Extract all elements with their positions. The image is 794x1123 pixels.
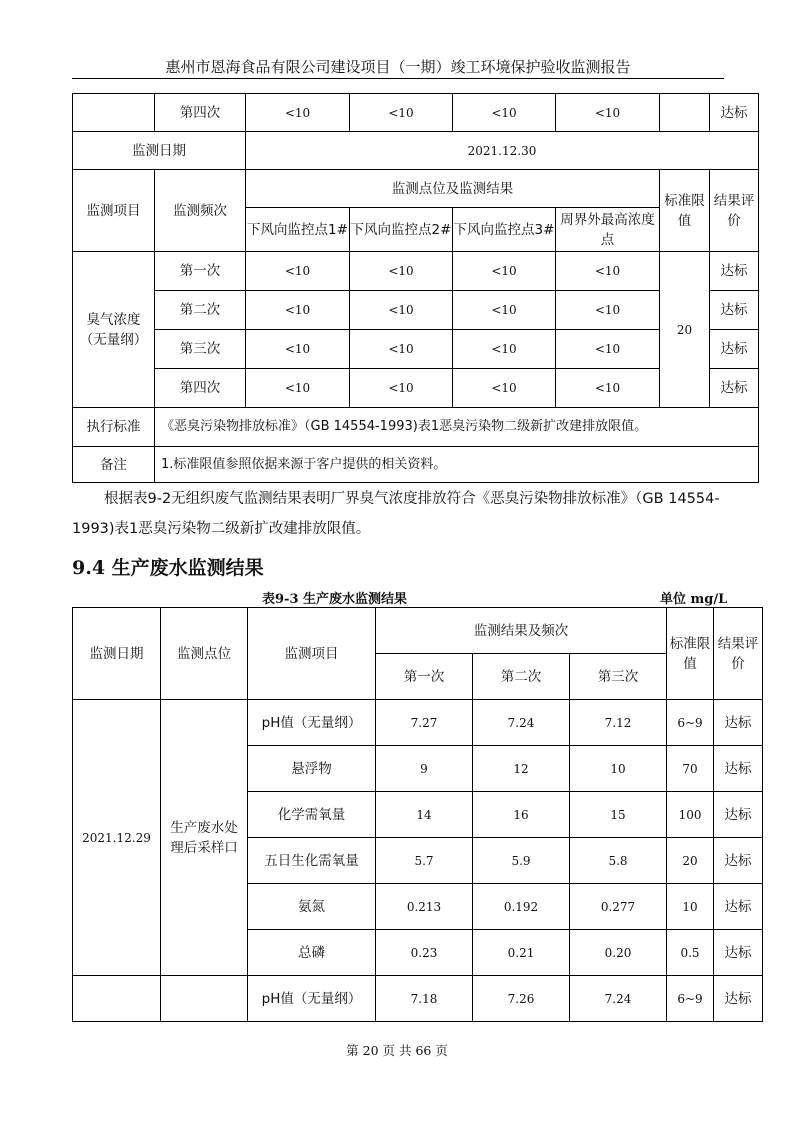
item-cell: 悬浮物	[248, 746, 376, 792]
col-header-limit: 标准限值	[667, 608, 714, 700]
standard-row	[73, 408, 759, 447]
limit-cell: 70	[667, 746, 714, 792]
eval-cell: 达标	[710, 291, 759, 330]
table-cell	[73, 976, 161, 1022]
value-cell: <10	[556, 291, 660, 330]
item-name-cell: 臭气浓度（无量纲）	[73, 252, 155, 408]
col-header-freq: 第三次	[570, 654, 667, 700]
eval-cell: 达标	[714, 838, 763, 884]
col-header-date: 监测日期	[73, 608, 161, 700]
note-text: 1.标准限值参照依据来源于客户提供的相关资料。	[155, 447, 759, 483]
table-row	[73, 252, 759, 291]
value-cell: 0.213	[376, 884, 473, 930]
eval-cell: 达标	[714, 700, 763, 746]
table-cell	[73, 94, 155, 132]
item-cell: 氨氮	[248, 884, 376, 930]
value-cell: 7.26	[473, 976, 570, 1022]
col-header-freq: 第二次	[473, 654, 570, 700]
value-cell: <10	[556, 330, 660, 369]
value-cell: <10	[350, 330, 453, 369]
col-header-freq: 监测频次	[155, 170, 246, 252]
note-row	[73, 447, 759, 483]
limit-cell: 100	[667, 792, 714, 838]
value-cell: <10	[556, 94, 660, 132]
date-row	[73, 132, 759, 170]
col-header-point: 周界外最高浓度点	[556, 208, 660, 252]
value-cell: <10	[246, 252, 350, 291]
value-cell: <10	[350, 94, 453, 132]
table-row	[73, 700, 763, 746]
odor-monitoring-table	[72, 93, 759, 483]
value-cell: 12	[473, 746, 570, 792]
limit-cell: 6~9	[667, 700, 714, 746]
eval-cell: 达标	[714, 930, 763, 976]
value-cell: 0.21	[473, 930, 570, 976]
value-cell: <10	[350, 252, 453, 291]
value-cell: 7.18	[376, 976, 473, 1022]
freq-cell: 第二次	[155, 291, 246, 330]
eval-cell: 达标	[710, 369, 759, 408]
col-header-group: 监测点位及监测结果	[246, 170, 660, 208]
value-cell: 5.9	[473, 838, 570, 884]
value-cell: 0.277	[570, 884, 667, 930]
value-cell: 5.7	[376, 838, 473, 884]
item-cell: 五日生化需氧量	[248, 838, 376, 884]
table-caption: 表9-3 生产废水监测结果	[262, 592, 408, 607]
col-header-eval: 结果评价	[710, 170, 759, 252]
note-label: 备注	[73, 447, 155, 483]
table-row	[73, 330, 759, 369]
item-cell: pH值（无量纲）	[248, 700, 376, 746]
table-row	[73, 94, 759, 132]
freq-cell: 第四次	[155, 369, 246, 408]
header-row	[73, 608, 763, 654]
value-cell: <10	[453, 252, 556, 291]
value-cell: 9	[376, 746, 473, 792]
eval-cell: 达标	[710, 252, 759, 291]
sampling-point-cell: 生产废水处理后采样口	[161, 700, 248, 976]
page-number-footer: 第 20 页 共 66 页	[346, 1043, 448, 1058]
limit-cell: 6~9	[667, 976, 714, 1022]
limit-cell	[660, 94, 710, 132]
value-cell: <10	[556, 369, 660, 408]
limit-cell: 20	[667, 838, 714, 884]
value-cell: 7.24	[570, 976, 667, 1022]
value-cell: 7.27	[376, 700, 473, 746]
value-cell: <10	[246, 94, 350, 132]
header-row	[73, 170, 759, 208]
col-header-item: 监测项目	[248, 608, 376, 700]
col-header-limit: 标准限值	[660, 170, 710, 252]
col-header-point: 下风向监控点1#	[246, 208, 350, 252]
date-label: 监测日期	[73, 132, 246, 170]
item-cell: 总磷	[248, 930, 376, 976]
value-cell: 7.24	[473, 700, 570, 746]
value-cell: <10	[453, 369, 556, 408]
page-header-title: 惠州市恩海食品有限公司建设项目（一期）竣工环境保护验收监测报告	[165, 58, 631, 76]
conclusion-paragraph: 根据表9-2无组织废气监测结果表明厂界臭气浓度排放符合《恶臭污染物排放标准》（GB 14554-1993)表1恶臭污染物二级新扩改建排放限值。	[72, 491, 720, 537]
freq-cell: 第四次	[155, 94, 246, 132]
value-cell: 15	[570, 792, 667, 838]
value-cell: <10	[350, 369, 453, 408]
item-cell: 化学需氧量	[248, 792, 376, 838]
value-cell: 0.192	[473, 884, 570, 930]
eval-cell: 达标	[714, 976, 763, 1022]
col-header-item: 监测项目	[73, 170, 155, 252]
freq-cell: 第三次	[155, 330, 246, 369]
eval-cell: 达标	[714, 884, 763, 930]
date-value: 2021.12.30	[246, 132, 759, 170]
eval-cell: 达标	[714, 746, 763, 792]
value-cell: <10	[246, 330, 350, 369]
value-cell: <10	[246, 291, 350, 330]
value-cell: 10	[570, 746, 667, 792]
col-header-eval: 结果评价	[714, 608, 763, 700]
standard-label: 执行标准	[73, 408, 155, 447]
value-cell: <10	[246, 369, 350, 408]
col-header-point: 下风向监控点2#	[350, 208, 453, 252]
wastewater-monitoring-table	[72, 607, 763, 1022]
table-cell	[161, 976, 248, 1022]
value-cell: 0.20	[570, 930, 667, 976]
date-cell: 2021.12.29	[73, 700, 161, 976]
value-cell: <10	[453, 330, 556, 369]
col-header-point: 下风向监控点3#	[453, 208, 556, 252]
value-cell: 7.12	[570, 700, 667, 746]
table-row	[73, 976, 763, 1022]
eval-cell: 达标	[714, 792, 763, 838]
section-title: 9.4 生产废水监测结果	[72, 557, 264, 579]
limit-cell: 0.5	[667, 930, 714, 976]
eval-cell: 达标	[710, 94, 759, 132]
value-cell: 0.23	[376, 930, 473, 976]
value-cell: <10	[453, 94, 556, 132]
header-rule	[72, 78, 724, 79]
value-cell: <10	[556, 252, 660, 291]
table-unit: 单位 mg/L	[660, 592, 728, 607]
table-row	[73, 291, 759, 330]
table-row	[73, 369, 759, 408]
col-header-point: 监测点位	[161, 608, 248, 700]
limit-cell: 20	[660, 252, 710, 408]
value-cell: 16	[473, 792, 570, 838]
value-cell: <10	[453, 291, 556, 330]
standard-text: 《恶臭污染物排放标准》（GB 14554-1993)表1恶臭污染物二级新扩改建排放限值。	[155, 408, 759, 447]
freq-cell: 第一次	[155, 252, 246, 291]
col-header-freq: 第一次	[376, 654, 473, 700]
item-cell: pH值（无量纲）	[248, 976, 376, 1022]
value-cell: 14	[376, 792, 473, 838]
limit-cell: 10	[667, 884, 714, 930]
value-cell: 5.8	[570, 838, 667, 884]
col-header-group: 监测结果及频次	[376, 608, 667, 654]
value-cell: <10	[350, 291, 453, 330]
eval-cell: 达标	[710, 330, 759, 369]
